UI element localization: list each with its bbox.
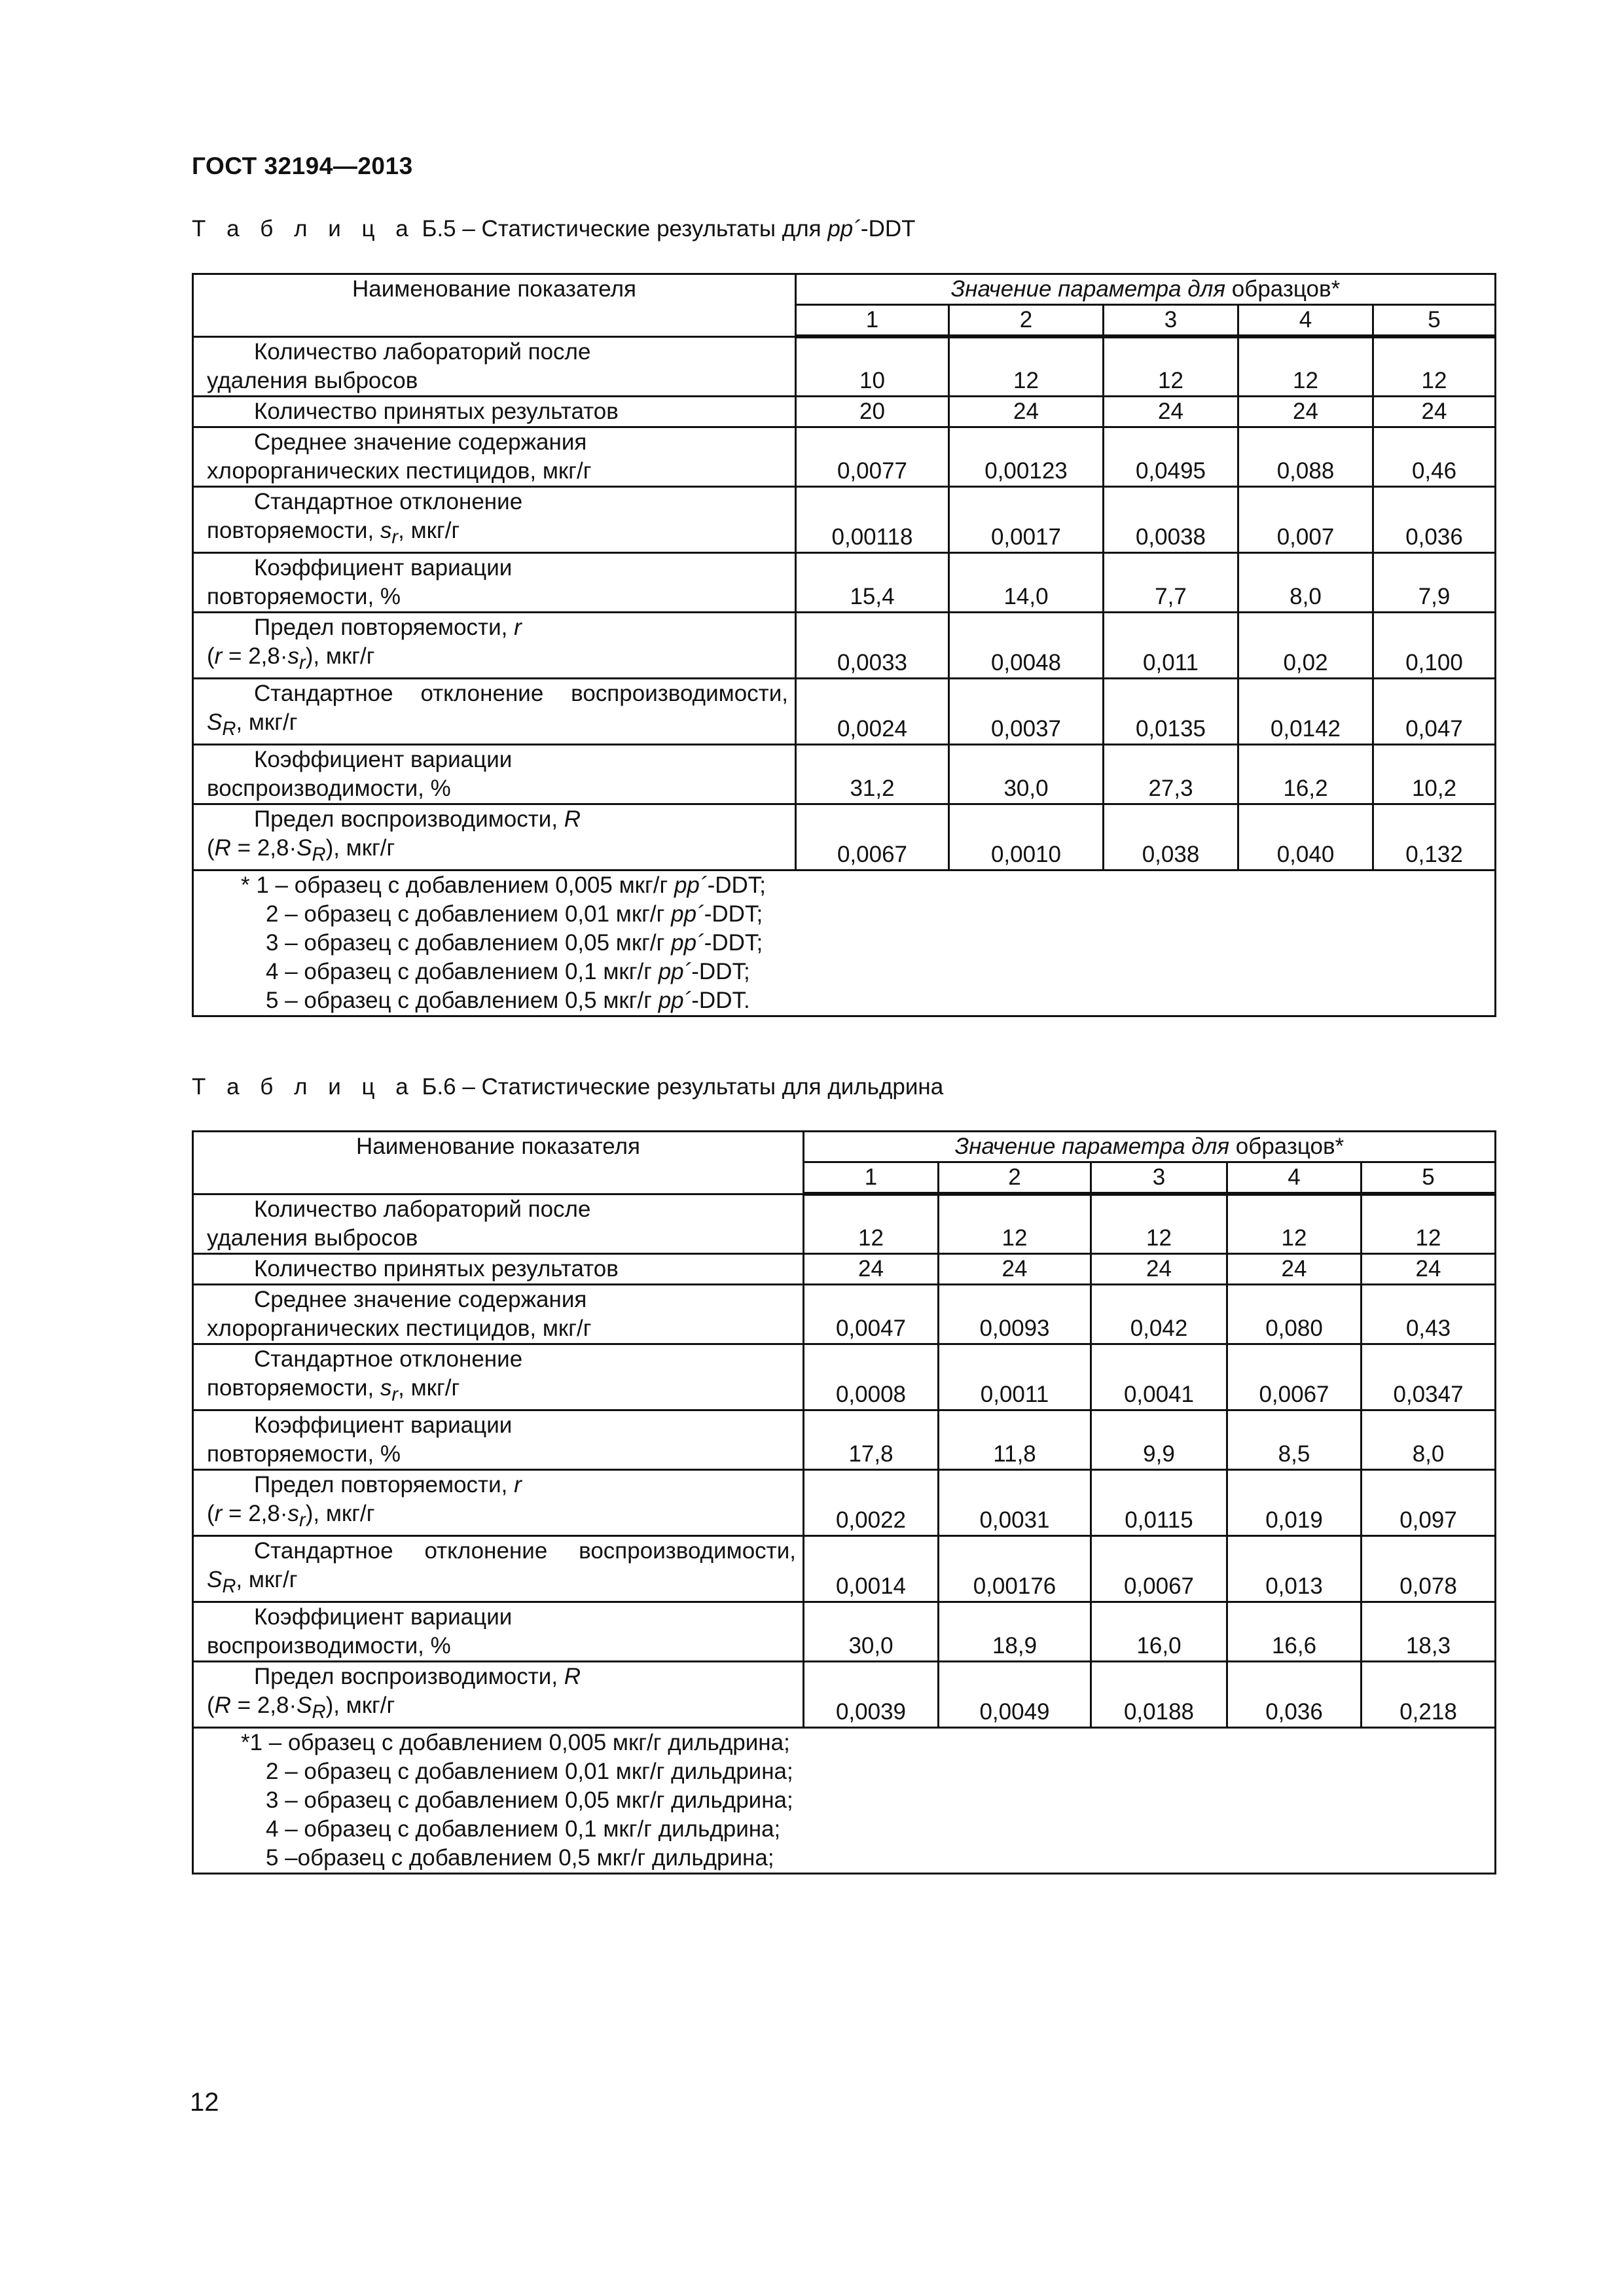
footnote-line: * 1 – образец с добавлением 0,005 мкг/г pp´-DDT; [241, 872, 766, 898]
row-label [193, 336, 796, 396]
cell-value: 10 [796, 336, 949, 396]
cell-value: 30,0 [804, 1602, 939, 1661]
cell-value: 31,2 [796, 744, 949, 804]
cell-value: 0,0033 [796, 612, 949, 678]
footnote-line: 2 – образец с добавлением 0,01 мкг/г дильдрина; [266, 1758, 793, 1784]
cell-value: 10,2 [1373, 744, 1496, 804]
cell-value: 12 [804, 1194, 939, 1253]
table-footnote-row [193, 1727, 1496, 1873]
table-b5-caption [192, 216, 916, 242]
cell-value: 0,0048 [949, 612, 1104, 678]
cell-value: 16,6 [1227, 1602, 1362, 1661]
cell-value: 24 [1238, 396, 1373, 427]
cell-value: 0,088 [1238, 427, 1373, 486]
row-label-line-1: Количество лабораторий после [254, 1196, 591, 1222]
row-label-line-2: $(r = 2,8\cdot s_r)$, мкг/г [207, 643, 375, 673]
header-sample-3: 3 [1091, 1162, 1227, 1194]
cell-value: 7,9 [1373, 552, 1496, 612]
row-label-line-1: Стандартное отклонение [254, 488, 523, 514]
cell-value: 12 [1362, 1194, 1496, 1253]
row-label-line-1: Стандартное отклонение воспроизводимости, [254, 1537, 796, 1564]
row-label-line-2: $(R = 2,8\cdot S_R)$, мкг/г [207, 834, 395, 865]
cell-value: 0,0049 [939, 1661, 1091, 1727]
cell-value: 16,2 [1238, 744, 1373, 804]
cell-value: 0,0041 [1091, 1344, 1227, 1410]
cell-value: 0,46 [1373, 427, 1496, 486]
footnote-line: 5 – образец с добавлением 0,5 мкг/г pp´-DDT. [266, 987, 750, 1013]
cell-value: 12 [949, 336, 1104, 396]
caption-prefix: Т а б л и ц а [192, 1074, 416, 1100]
cell-value: 0,0188 [1091, 1661, 1227, 1727]
table-footnote-row [193, 870, 1496, 1016]
row-label-line-2: хлорорганических пестицидов, мкг/г [207, 457, 592, 484]
caption-number: Б.6 [422, 1074, 456, 1100]
table-row [193, 552, 1496, 612]
cell-value: 0,013 [1227, 1535, 1362, 1602]
cell-value: 0,047 [1373, 678, 1496, 744]
document-title: ГОСТ 32194—2013 [192, 152, 413, 179]
cell-value: 0,042 [1091, 1284, 1227, 1344]
cell-value: 27,3 [1104, 744, 1238, 804]
table-header-row [193, 274, 1496, 305]
header-group [796, 274, 1496, 305]
cell-value: 0,0038 [1104, 486, 1238, 552]
header-name: Наименование показателя [193, 274, 796, 337]
row-label [193, 1535, 804, 1602]
cell-value: 0,097 [1362, 1469, 1496, 1535]
table-row [193, 1535, 1496, 1602]
cell-value: 0,0011 [939, 1344, 1091, 1410]
row-label-line-1: Коэффициент вариации [254, 554, 513, 581]
footnote-line: 3 – образец с добавлением 0,05 мкг/г pp´-DDT; [266, 929, 763, 956]
row-label-line-1: Стандартное отклонение [254, 1346, 523, 1372]
cell-value: 0,078 [1362, 1535, 1496, 1602]
row-label [193, 1253, 804, 1284]
cell-value: 0,0067 [796, 804, 949, 870]
cell-value: 24 [1091, 1253, 1227, 1284]
header-sample-1: 1 [796, 305, 949, 337]
row-label-line-2: хлорорганических пестицидов, мкг/г [207, 1315, 592, 1341]
cell-value: 18,3 [1362, 1602, 1496, 1661]
row-label-line-2: удаления выбросов [207, 1225, 418, 1251]
cell-value: 8,0 [1362, 1410, 1496, 1469]
row-label-line-1: Среднее значение содержания [254, 1286, 587, 1312]
row-label [193, 486, 796, 552]
cell-value: 17,8 [804, 1410, 939, 1469]
row-label [193, 1410, 804, 1469]
table-row [193, 612, 1496, 678]
row-label-line-1: Предел повторяемости, r [254, 1471, 522, 1498]
cell-value: 0,0031 [939, 1469, 1091, 1535]
footnote-line: 2 – образец с добавлением 0,01 мкг/г pp´-DDT; [266, 901, 763, 927]
row-label-line-2: $S_R$, мкг/г [207, 1566, 298, 1597]
cell-value: 11,8 [939, 1410, 1091, 1469]
cell-value: 0,040 [1238, 804, 1373, 870]
table-row [193, 1410, 1496, 1469]
header-sample-5: 5 [1373, 305, 1496, 337]
page-number: 12 [190, 2088, 219, 2117]
table-row [193, 1194, 1496, 1253]
footnote-line: 5 –образец с добавлением 0,5 мкг/г дильдрина; [266, 1844, 774, 1871]
cell-value: 24 [804, 1253, 939, 1284]
caption-tail: -DDT [860, 216, 916, 242]
table-b6-caption [192, 1074, 943, 1100]
cell-value: 24 [1373, 396, 1496, 427]
cell-value: 0,080 [1227, 1284, 1362, 1344]
cell-value: 24 [949, 396, 1104, 427]
cell-value: 0,0017 [949, 486, 1104, 552]
header-group [804, 1132, 1496, 1162]
row-label [193, 427, 796, 486]
cell-value: 0,0010 [949, 804, 1104, 870]
cell-value: 30,0 [949, 744, 1104, 804]
header-group-italic: Значение параметра для [950, 276, 1226, 302]
cell-value: 0,0135 [1104, 678, 1238, 744]
cell-value: 0,0024 [796, 678, 949, 744]
table-row [193, 1253, 1496, 1284]
header-sample-5: 5 [1362, 1162, 1496, 1194]
row-label [193, 804, 796, 870]
cell-value: 0,00118 [796, 486, 949, 552]
cell-value: 12 [1238, 336, 1373, 396]
row-label [193, 1194, 804, 1253]
row-label-line-1: Предел повторяемости, r [254, 614, 522, 640]
table-row [193, 1602, 1496, 1661]
row-label-line-2: $S_R$, мкг/г [207, 709, 298, 740]
cell-value: 12 [1091, 1194, 1227, 1253]
cell-value: 0,0008 [804, 1344, 939, 1410]
row-label-line-2: повторяемости, % [207, 583, 401, 609]
caption-text: – Статистические результаты для [456, 216, 828, 242]
row-label [193, 612, 796, 678]
cell-value: 18,9 [939, 1602, 1091, 1661]
cell-value: 0,132 [1373, 804, 1496, 870]
cell-value: 0,036 [1227, 1661, 1362, 1727]
cell-value: 0,0495 [1104, 427, 1238, 486]
table-row [193, 1284, 1496, 1344]
header-sample-4: 4 [1238, 305, 1373, 337]
table-b5 [192, 273, 1496, 1017]
row-label-line-1: Коэффициент вариации [254, 1604, 513, 1630]
cell-value: 0,0067 [1091, 1535, 1227, 1602]
cell-value: 0,02 [1238, 612, 1373, 678]
row-label [193, 1344, 804, 1410]
row-label-line-2: $(r = 2,8\cdot s_r)$, мкг/г [207, 1500, 375, 1531]
cell-value: 0,00176 [939, 1535, 1091, 1602]
cell-value: 0,218 [1362, 1661, 1496, 1727]
cell-value: 0,100 [1373, 612, 1496, 678]
table-row [193, 1344, 1496, 1410]
row-label-line-1: Количество принятых результатов [254, 1255, 619, 1282]
caption-text: – Статистические результаты для дильдрина [456, 1074, 944, 1100]
cell-value: 0,0047 [804, 1284, 939, 1344]
cell-value: 0,011 [1104, 612, 1238, 678]
header-group-rest: образцов* [1225, 276, 1341, 302]
caption-italic: pp´ [827, 216, 861, 242]
row-label-line-2: $(R = 2,8\cdot S_R)$, мкг/г [207, 1692, 395, 1723]
table-footnote [193, 1727, 1496, 1873]
cell-value: 0,0347 [1362, 1344, 1496, 1410]
cell-value: 0,0039 [804, 1661, 939, 1727]
cell-value: 0,0067 [1227, 1344, 1362, 1410]
cell-value: 0,036 [1373, 486, 1496, 552]
cell-value: 24 [1104, 396, 1238, 427]
cell-value: 0,0093 [939, 1284, 1091, 1344]
cell-value: 0,0037 [949, 678, 1104, 744]
cell-value: 24 [939, 1253, 1091, 1284]
cell-value: 0,0142 [1238, 678, 1373, 744]
table-row [193, 1661, 1496, 1727]
cell-value: 0,0014 [804, 1535, 939, 1602]
header-group-italic: Значение параметра для [954, 1134, 1230, 1159]
cell-value: 12 [939, 1194, 1091, 1253]
cell-value: 12 [1373, 336, 1496, 396]
row-label [193, 552, 796, 612]
table-row [193, 486, 1496, 552]
table-row [193, 396, 1496, 427]
row-label-line-1: Коэффициент вариации [254, 1412, 513, 1438]
row-label [193, 1284, 804, 1344]
header-sample-4: 4 [1227, 1162, 1362, 1194]
row-label [193, 1469, 804, 1535]
caption-number: Б.5 [422, 216, 456, 242]
header-sample-1: 1 [804, 1162, 939, 1194]
row-label-line-1: Предел воспроизводимости, R [254, 1663, 581, 1689]
cell-value: 0,0022 [804, 1469, 939, 1535]
cell-value: 0,007 [1238, 486, 1373, 552]
cell-value: 12 [1227, 1194, 1362, 1253]
table-row [193, 804, 1496, 870]
row-label-line-1: Стандартное отклонение воспроизводимости, [254, 680, 788, 706]
cell-value: 0,038 [1104, 804, 1238, 870]
table-row [193, 336, 1496, 396]
table-b6 [192, 1130, 1496, 1874]
header-sample-3: 3 [1104, 305, 1238, 337]
row-label-line-2: повторяемости, % [207, 1441, 401, 1467]
row-label [193, 1602, 804, 1661]
cell-value: 16,0 [1091, 1602, 1227, 1661]
caption-prefix: Т а б л и ц а [192, 216, 416, 242]
table-row [193, 427, 1496, 486]
cell-value: 9,9 [1091, 1410, 1227, 1469]
cell-value: 0,0115 [1091, 1469, 1227, 1535]
row-label [193, 1661, 804, 1727]
cell-value: 0,43 [1362, 1284, 1496, 1344]
cell-value: 24 [1362, 1253, 1496, 1284]
footnote-line: *1 – образец с добавлением 0,005 мкг/г дильдрина; [241, 1729, 790, 1755]
header-sample-2: 2 [939, 1162, 1091, 1194]
footnote-line: 4 – образец с добавлением 0,1 мкг/г дильдрина; [266, 1816, 781, 1842]
footnote-line: 4 – образец с добавлением 0,1 мкг/г pp´-DDT; [266, 958, 750, 984]
cell-value: 8,0 [1238, 552, 1373, 612]
row-label [193, 678, 796, 744]
row-label-line-2: воспроизводимости, % [207, 1632, 451, 1659]
footnote-line: 3 – образец с добавлением 0,05 мкг/г дильдрина; [266, 1787, 793, 1813]
row-label-line-1: Коэффициент вариации [254, 746, 513, 772]
row-label-line-1: Среднее значение содержания [254, 429, 587, 455]
row-label-line-1: Предел воспроизводимости, R [254, 806, 581, 832]
table-footnote [193, 870, 1496, 1016]
cell-value: 14,0 [949, 552, 1104, 612]
table-row [193, 678, 1496, 744]
row-label [193, 396, 796, 427]
cell-value: 0,019 [1227, 1469, 1362, 1535]
row-label-line-1: Количество лабораторий после [254, 338, 591, 365]
cell-value: 20 [796, 396, 949, 427]
cell-value: 7,7 [1104, 552, 1238, 612]
cell-value: 8,5 [1227, 1410, 1362, 1469]
cell-value: 24 [1227, 1253, 1362, 1284]
row-label-line-1: Количество принятых результатов [254, 398, 619, 424]
header-group-rest: образцов* [1229, 1134, 1344, 1159]
row-label-line-2: повторяемости, $s_r$, мкг/г [207, 517, 460, 548]
cell-value: 15,4 [796, 552, 949, 612]
row-label-line-2: повторяемости, $s_r$, мкг/г [207, 1374, 460, 1405]
cell-value: 12 [1104, 336, 1238, 396]
header-sample-2: 2 [949, 305, 1104, 337]
table-row [193, 744, 1496, 804]
table-row [193, 1469, 1496, 1535]
cell-value: 0,0077 [796, 427, 949, 486]
row-label [193, 744, 796, 804]
table-header-row [193, 1132, 1496, 1162]
header-name: Наименование показателя [193, 1132, 804, 1194]
row-label-line-2: воспроизводимости, % [207, 775, 451, 801]
cell-value: 0,00123 [949, 427, 1104, 486]
row-label-line-2: удаления выбросов [207, 367, 418, 393]
